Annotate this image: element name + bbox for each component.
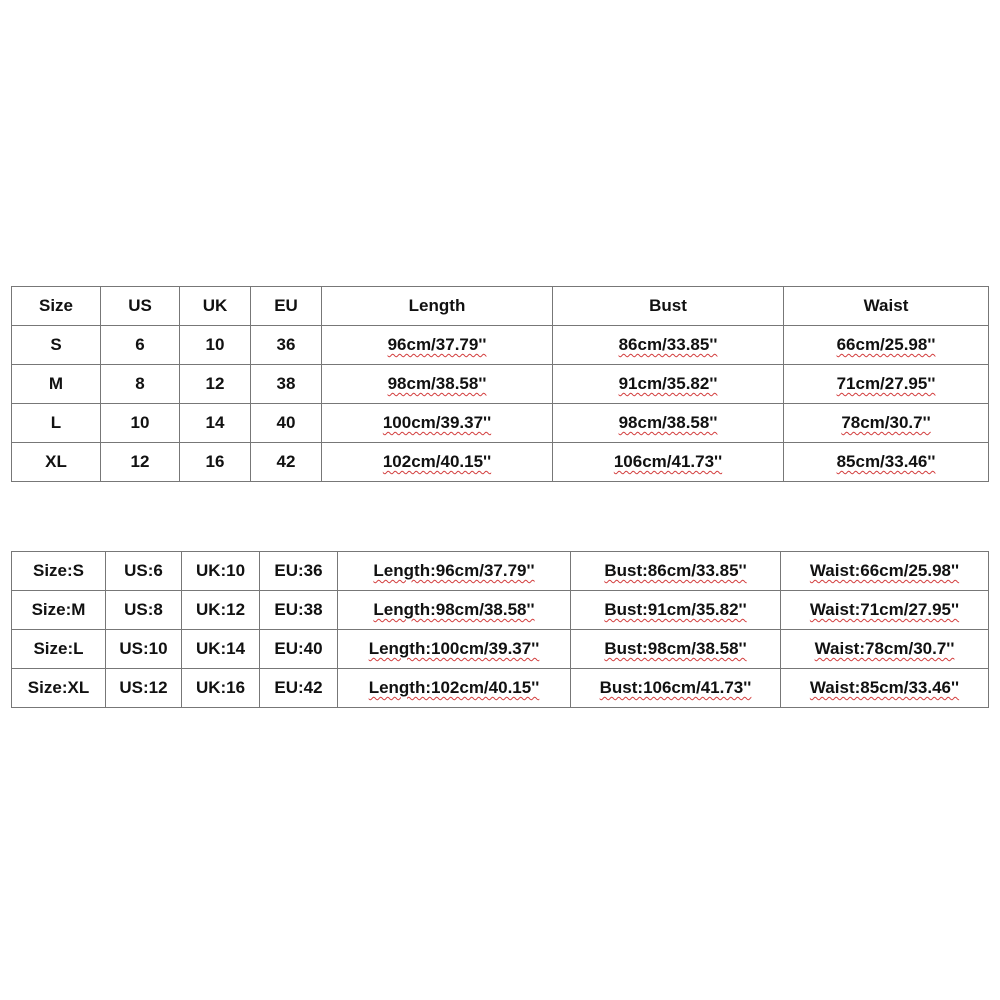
table-row (12, 443, 989, 482)
waist-value: 66cm/25.98'' (836, 335, 936, 354)
uk-cell: 14 (180, 404, 251, 443)
eu-cell: EU:42 (260, 669, 338, 708)
table-row (12, 404, 989, 443)
uk-cell: 10 (180, 326, 251, 365)
uk-cell: UK:10 (182, 552, 260, 591)
waist-value: Waist:66cm/25.98'' (809, 561, 960, 580)
eu-cell: EU:40 (260, 630, 338, 669)
eu-cell: 36 (251, 326, 322, 365)
bust-cell (553, 365, 784, 404)
length-value: Length:96cm/37.79'' (373, 561, 535, 580)
size-cell: Size:L (12, 630, 106, 669)
waist-value: Waist:71cm/27.95'' (809, 600, 960, 619)
us-cell: US:12 (106, 669, 182, 708)
waist-cell (781, 630, 989, 669)
us-cell: 12 (101, 443, 180, 482)
header-length: Length (322, 287, 553, 326)
length-cell (322, 404, 553, 443)
bust-value: 106cm/41.73'' (613, 452, 723, 471)
length-cell (322, 326, 553, 365)
bust-cell (553, 326, 784, 365)
bust-value: Bust:91cm/35.82'' (604, 600, 747, 619)
size-cell: Size:XL (12, 669, 106, 708)
length-value: Length:98cm/38.58'' (373, 600, 535, 619)
length-cell (322, 443, 553, 482)
waist-cell (784, 404, 989, 443)
length-value: 100cm/39.37'' (382, 413, 492, 432)
bust-cell (571, 669, 781, 708)
length-value: Length:100cm/39.37'' (368, 639, 540, 658)
length-cell (338, 591, 571, 630)
header-waist: Waist (784, 287, 989, 326)
header-bust: Bust (553, 287, 784, 326)
bust-cell (553, 443, 784, 482)
eu-cell: 42 (251, 443, 322, 482)
header-uk: UK (180, 287, 251, 326)
length-cell (322, 365, 553, 404)
waist-cell (784, 326, 989, 365)
bust-value: Bust:86cm/33.85'' (604, 561, 747, 580)
bust-value: Bust:106cm/41.73'' (599, 678, 752, 697)
eu-cell: 38 (251, 365, 322, 404)
length-cell (338, 669, 571, 708)
waist-value: Waist:78cm/30.7'' (814, 639, 955, 658)
length-cell (338, 630, 571, 669)
length-value: 102cm/40.15'' (382, 452, 492, 471)
bust-cell (571, 630, 781, 669)
us-cell: 10 (101, 404, 180, 443)
us-cell: US:6 (106, 552, 182, 591)
table-row (12, 591, 989, 630)
bust-value: 86cm/33.85'' (618, 335, 718, 354)
uk-cell: UK:14 (182, 630, 260, 669)
uk-cell: 16 (180, 443, 251, 482)
bust-value: 91cm/35.82'' (618, 374, 718, 393)
waist-cell (781, 552, 989, 591)
table-row (12, 326, 989, 365)
us-cell: US:8 (106, 591, 182, 630)
table-row (12, 669, 989, 708)
header-eu: EU (251, 287, 322, 326)
waist-cell (784, 365, 989, 404)
bust-value: 98cm/38.58'' (618, 413, 718, 432)
size-cell: Size:S (12, 552, 106, 591)
size-cell: Size:M (12, 591, 106, 630)
us-cell: 6 (101, 326, 180, 365)
table-row (12, 552, 989, 591)
size-chart-labeled-table (11, 551, 989, 708)
bust-value: Bust:98cm/38.58'' (604, 639, 747, 658)
waist-value: 85cm/33.46'' (836, 452, 936, 471)
size-cell: XL (12, 443, 101, 482)
waist-cell (781, 591, 989, 630)
size-cell: S (12, 326, 101, 365)
uk-cell: 12 (180, 365, 251, 404)
bust-cell (553, 404, 784, 443)
bust-cell (571, 552, 781, 591)
size-chart-table (11, 286, 989, 482)
table-row (12, 365, 989, 404)
eu-cell: EU:38 (260, 591, 338, 630)
length-cell (338, 552, 571, 591)
uk-cell: UK:16 (182, 669, 260, 708)
waist-cell (784, 443, 989, 482)
eu-cell: EU:36 (260, 552, 338, 591)
waist-value: 71cm/27.95'' (836, 374, 936, 393)
size-cell: M (12, 365, 101, 404)
us-cell: 8 (101, 365, 180, 404)
table-header-row (12, 287, 989, 326)
length-value: 98cm/38.58'' (387, 374, 487, 393)
length-value: 96cm/37.79'' (387, 335, 487, 354)
table-row (12, 630, 989, 669)
eu-cell: 40 (251, 404, 322, 443)
waist-cell (781, 669, 989, 708)
us-cell: US:10 (106, 630, 182, 669)
header-size: Size (12, 287, 101, 326)
bust-cell (571, 591, 781, 630)
uk-cell: UK:12 (182, 591, 260, 630)
header-us: US (101, 287, 180, 326)
waist-value: Waist:85cm/33.46'' (809, 678, 960, 697)
waist-value: 78cm/30.7'' (841, 413, 931, 432)
length-value: Length:102cm/40.15'' (368, 678, 540, 697)
size-cell: L (12, 404, 101, 443)
